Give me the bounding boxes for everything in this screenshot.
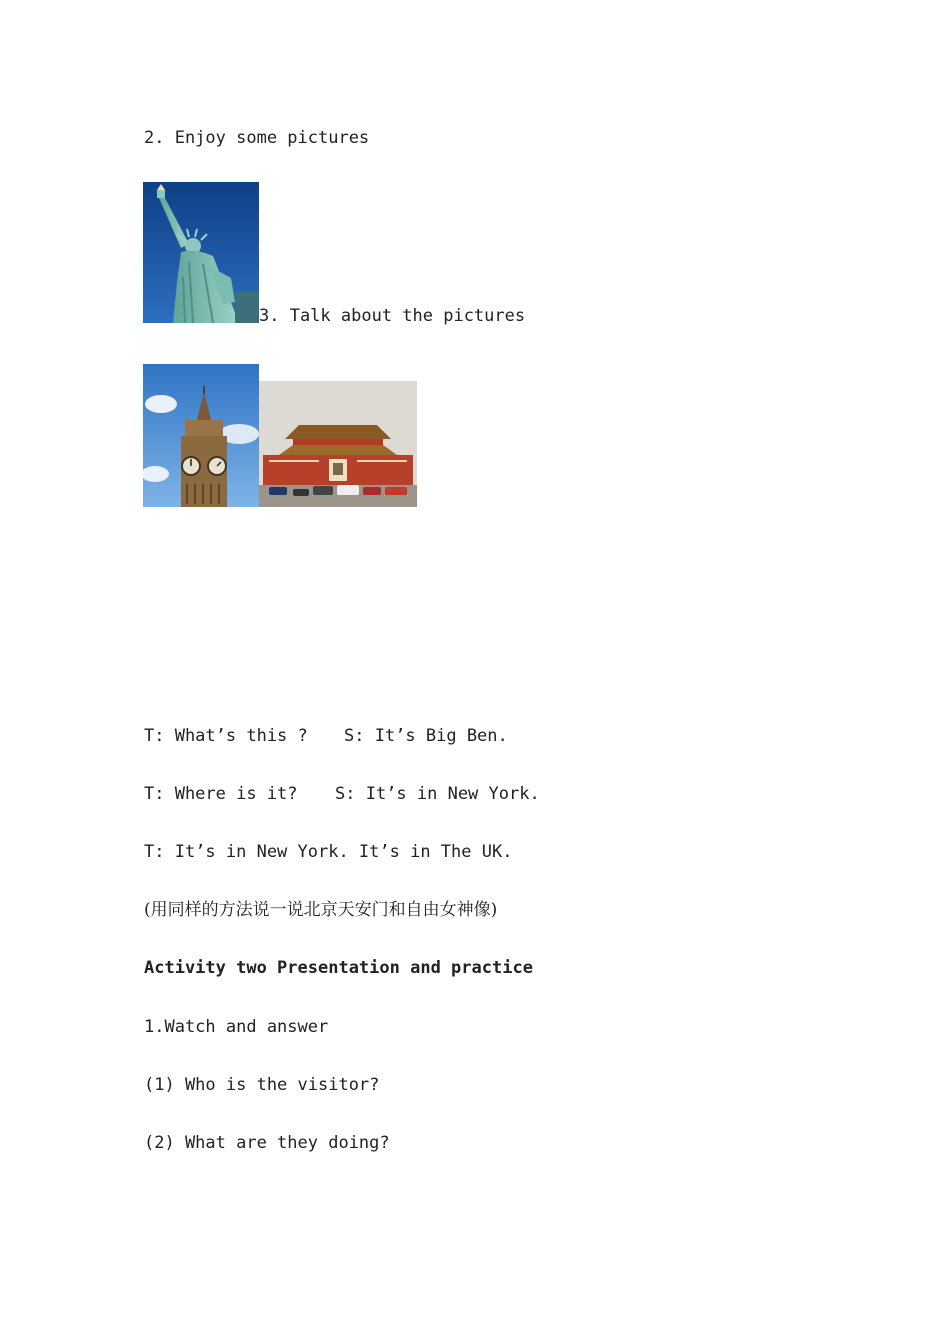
- dialogue-line-3: T: It’s in New York. It’s in The UK.: [144, 842, 513, 862]
- chinese-instruction: (用同样的方法说一说北京天安门和自由女神像): [144, 900, 498, 920]
- dialogue-line-1-teacher: T: What’s this ?: [144, 726, 308, 746]
- statue-of-liberty-image: [143, 182, 259, 323]
- activity-two-title: Activity two Presentation and practice: [144, 958, 533, 978]
- dialogue-line-1-student: S: It’s Big Ben.: [344, 726, 508, 746]
- big-ben-image: [143, 364, 259, 507]
- question-2: (2) What are they doing?: [144, 1133, 390, 1153]
- section-3-heading: 3. Talk about the pictures: [259, 306, 526, 326]
- dialogue-line-2-student: S: It’s in New York.: [335, 784, 540, 804]
- tiananmen-image: [259, 381, 417, 507]
- watch-and-answer: 1.Watch and answer: [144, 1017, 329, 1037]
- question-1: (1) Who is the visitor?: [144, 1075, 380, 1095]
- dialogue-line-2-teacher: T: Where is it?: [144, 784, 298, 804]
- section-2-heading: 2. Enjoy some pictures: [144, 128, 370, 148]
